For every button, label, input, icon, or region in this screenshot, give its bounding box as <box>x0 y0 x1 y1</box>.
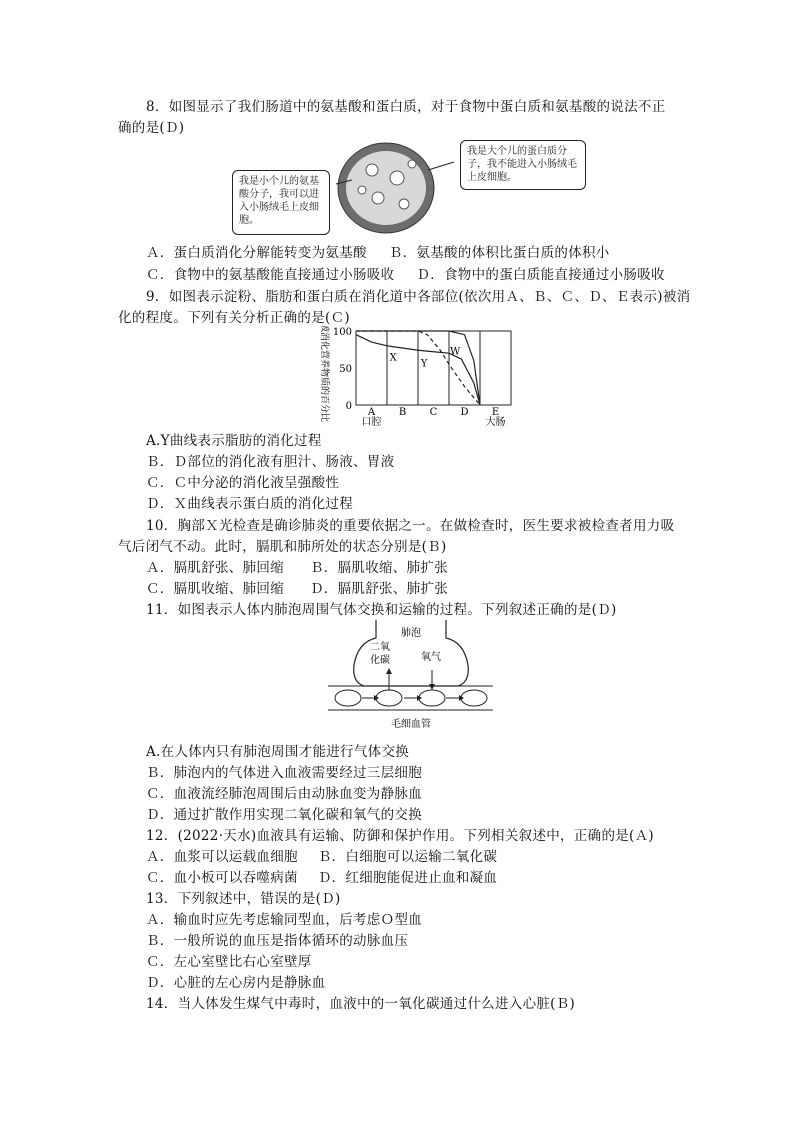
x-tick-label: E <box>491 407 500 418</box>
q9-option-a: A.Y曲线表示脂肪的消化过程 <box>146 433 322 449</box>
y-axis-label: 未被消化营养物质的百分比 <box>319 326 329 423</box>
q10-option-d: Ｄ．膈肌舒张、肺扩张 <box>310 581 448 597</box>
q9-stem-line1: 9．如图表示淀粉、脂肪和蛋白质在消化道中各部位(依次用Ａ、Ｂ、Ｃ、Ｄ、Ｅ表示)被消 <box>146 289 691 305</box>
q9-stem-line2: 化的程度。下列有关分析正确的是(Ｃ) <box>118 310 350 326</box>
digestion-chart <box>306 326 516 426</box>
q8-figure <box>232 140 587 235</box>
x-tick-note: 大肠 <box>485 417 506 426</box>
x-tick-note: 口腔 <box>361 417 382 426</box>
q10-options-row2 <box>146 579 448 600</box>
q9-option-c: Ｃ．Ｃ中分泌的消化液呈强酸性 <box>146 475 340 491</box>
q8-options-row1 <box>146 243 610 264</box>
q12-options-row2 <box>146 868 497 889</box>
q14-stem: 14．当人体发生煤气中毒时，血液中的一氧化碳通过什么进入心脏(Ｂ) <box>146 996 576 1012</box>
co2-label-line2: 化碳 <box>370 655 390 666</box>
q10-stem-line2: 气后闭气不动。此时，膈肌和肺所处的状态分别是(Ｂ) <box>118 539 447 555</box>
q10-option-a: Ａ．膈肌舒张、肺回缩 <box>146 560 284 576</box>
o2-label: 氧气 <box>421 652 441 663</box>
q12-option-d: Ｄ．红细胞能促进止血和凝血 <box>317 870 498 886</box>
y-tick-label: 100 <box>332 327 352 338</box>
q9-option-b: Ｂ．Ｄ部位的消化液有胆汁、肠液、胃液 <box>146 454 395 470</box>
q10-option-b: Ｂ．膈肌收缩、肺扩张 <box>310 560 448 576</box>
alveolus-diagram <box>328 620 493 735</box>
amino-acid-speech-bubble: 我是小个儿的氨基酸分子，我可以进入小肠绒毛上皮细胞。 <box>232 170 330 235</box>
q11-option-d: Ｄ．通过扩散作用实现二氧化碳和氧气的交换 <box>146 807 422 823</box>
co2-label-line1: 二氧 <box>370 642 390 653</box>
q13-option-d: Ｄ．心脏的左心房内是静脉血 <box>146 975 326 991</box>
protein-speech-bubble: 我是大个儿的蛋白质分子，我不能进入小肠绒毛上皮细胞。 <box>460 140 586 190</box>
y-tick-label: 50 <box>339 364 352 375</box>
y-tick-label: 0 <box>345 401 352 412</box>
q8-option-d: Ｄ．食物中的蛋白质能直接通过小肠吸收 <box>416 267 665 283</box>
capillary-label: 毛细血管 <box>391 719 431 730</box>
q12-option-c: Ｃ．血小板可以吞噬病菌 <box>146 870 298 886</box>
q12-stem: 12．(2022·天水)血液具有运输、防御和保护作用。下列相关叙述中，正确的是(Ａ) <box>146 828 654 844</box>
q13-stem: 13．下列叙述中，错误的是(Ｄ) <box>146 891 341 907</box>
alveolus-figure <box>328 620 493 735</box>
alveolus-label: 肺泡 <box>401 628 421 639</box>
q8-options-row2 <box>146 265 665 286</box>
series-label-w: W <box>450 346 461 358</box>
q12-option-a: Ａ．血浆可以运载血细胞 <box>146 849 298 865</box>
q8-stem-line1: 8．如图显示了我们肠道中的氨基酸和蛋白质，对于食物中蛋白质和氨基酸的说法不正 <box>146 99 666 115</box>
x-tick-label: A <box>367 407 376 418</box>
q11-stem: 11．如图表示人体内肺泡周围气体交换和运输的过程。下列叙述正确的是(Ｄ) <box>146 602 617 618</box>
x-tick-label: C <box>429 407 438 418</box>
q8-option-c: Ｃ．食物中的氨基酸能直接通过小肠吸收 <box>146 267 395 283</box>
chart-frame <box>356 331 511 405</box>
q10-stem-line1: 10．胸部Ｘ光检查是确诊肺炎的重要依据之一。在做检查时，医生要求被检查者用力吸 <box>146 518 675 534</box>
q12-options-row1 <box>146 847 497 868</box>
series-label-y: Y <box>420 358 428 370</box>
q13-option-a: Ａ．输血时应先考虑输同型血，后考虑Ｏ型血 <box>146 912 422 928</box>
digestion-chart-svg <box>306 326 516 426</box>
q11-option-b: Ｂ．肺泡内的气体进入血液需要经过三层细胞 <box>146 765 422 781</box>
series-label-x: X <box>389 352 397 364</box>
q9-option-d: Ｄ．Ｘ曲线表示蛋白质的消化过程 <box>146 496 353 512</box>
x-tick-label: D <box>460 407 469 418</box>
q10-option-c: Ｃ．膈肌收缩、肺回缩 <box>146 581 284 597</box>
q10-options-row1 <box>146 558 448 579</box>
q8-option-b: Ｂ．氨基酸的体积比蛋白质的体积小 <box>388 245 610 261</box>
x-tick-label: B <box>398 407 407 418</box>
q11-option-c: Ｃ．血液流经肺泡周围后由动脉血变为静脉血 <box>146 786 422 802</box>
q13-option-c: Ｃ．左心室壁比右心室壁厚 <box>146 954 312 970</box>
q8-option-a: Ａ．蛋白质消化分解能转变为氨基酸 <box>146 245 367 261</box>
q12-option-b: Ｂ．白细胞可以运输二氧化碳 <box>317 849 498 865</box>
q8-stem-line2: 确的是(Ｄ) <box>118 120 185 136</box>
q13-option-b: Ｂ．一般所说的血压是指体循环的动脉血压 <box>146 933 409 949</box>
q11-option-a: A.在人体内只有肺泡周围才能进行气体交换 <box>146 744 410 760</box>
